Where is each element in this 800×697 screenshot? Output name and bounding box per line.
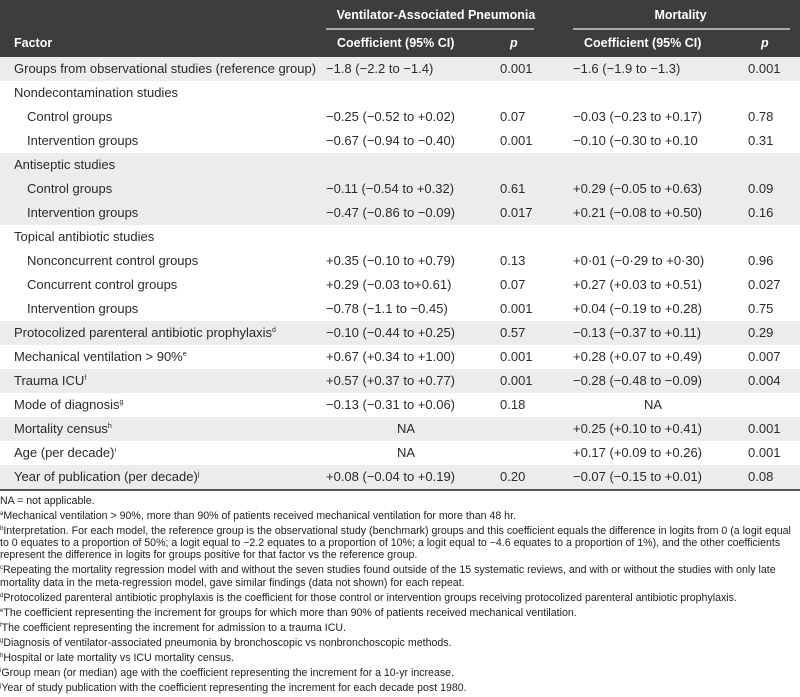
factor-label: Control groups: [27, 109, 113, 124]
footnote-text: Year of study publication with the coefficient representing the increment for each decade post 1980.: [1, 681, 467, 694]
factor-label: Intervention groups: [27, 301, 139, 316]
footnote: [0, 682, 800, 694]
factor-cell: [27, 129, 138, 153]
mortality-coefficient-header: Coefficient (95% CI): [584, 36, 702, 50]
footnote: [0, 667, 800, 679]
table-row: [0, 273, 800, 297]
footnote: [0, 525, 800, 562]
table-row: [0, 201, 800, 225]
vap-coefficient-cell: −0.13 (−0.31 to +0.06): [326, 397, 456, 412]
mortality-group-header: Mortality: [654, 8, 707, 22]
vap-p-cell: 0.61: [500, 181, 526, 196]
factor-label: Intervention groups: [27, 205, 139, 220]
factor-cell: [14, 225, 154, 249]
factor-cell: [14, 321, 276, 345]
footnote-marker: h: [107, 423, 112, 430]
mortality-p-cell: 0.31: [748, 133, 774, 148]
mortality-p-cell: 0.16: [748, 205, 774, 220]
footnote-text: The coefficient representing the increment for groups for which more than 90% of patients received mechanical ventilation.: [3, 606, 577, 619]
mortality-coefficient-cell: +0.17 (+0.09 to +0.26): [573, 445, 703, 460]
factor-label: Intervention groups: [27, 133, 139, 148]
vap-p-cell: 0.001: [500, 373, 533, 388]
vap-coefficient-header: Coefficient (95% CI): [337, 36, 455, 50]
mortality-p-cell: 0.75: [748, 301, 774, 316]
factor-label: Protocolized parenteral antibiotic prophylaxis: [14, 325, 272, 340]
mortality-coefficient-cell: +0·01 (−0·29 to +0·30): [573, 253, 705, 268]
factor-label: Mortality census: [14, 421, 108, 436]
table-row: [0, 225, 800, 249]
footnote: [0, 622, 800, 634]
mortality-p-cell: 0.29: [748, 325, 774, 340]
footnote-text: The coefficient representing the increment for admission to a trauma ICU.: [1, 621, 346, 634]
vap-p-cell: 0.017: [500, 205, 533, 220]
vap-coefficient-cell: −0.67 (−0.94 to −0.40): [326, 133, 456, 148]
mortality-coefficient-cell: +0.25 (+0.10 to +0.41): [573, 421, 703, 436]
footnote-text: Diagnosis of ventilator-associated pneumonia by bronchoscopic vs nonbronchoscopic methods.: [3, 636, 452, 649]
footnote-mark: f: [0, 622, 2, 629]
factor-cell: [14, 417, 112, 441]
mortality-coefficient-cell: NA: [643, 397, 663, 412]
factor-cell: [14, 465, 199, 489]
mortality-p-header: p: [761, 36, 769, 50]
footnote: [0, 495, 800, 507]
vap-p-header: p: [510, 36, 518, 50]
factor-cell: [27, 297, 138, 321]
factor-cell: [14, 153, 115, 177]
factor-cell: [14, 81, 178, 105]
mortality-p-cell: 0.007: [748, 349, 781, 364]
footnote-marker: f: [84, 375, 87, 382]
mortality-p-cell: 0.08: [748, 469, 774, 484]
vap-p-cell: 0.001: [500, 349, 533, 364]
factor-cell: [14, 369, 86, 393]
factor-label: Mechanical ventilation > 90%: [14, 349, 183, 364]
vap-coefficient-cell: −0.11 (−0.54 to +0.32): [326, 181, 455, 196]
vap-coefficient-cell: NA: [396, 445, 416, 460]
vap-p-cell: 0.001: [500, 61, 533, 76]
footnote-mark: b: [0, 526, 4, 532]
factor-label: Control groups: [27, 181, 113, 196]
mortality-coefficient-cell: +0.29 (−0.05 to +0.63): [573, 181, 703, 196]
table-row: [0, 465, 800, 489]
table-row: [0, 417, 800, 441]
table-row: [0, 297, 800, 321]
table-row: [0, 345, 800, 369]
mortality-coefficient-cell: +0.21 (−0.08 to +0.50): [573, 205, 703, 220]
table-row: [0, 177, 800, 201]
table-body: [0, 57, 800, 489]
footnote-mark: h: [0, 652, 4, 659]
footnote-text: Mechanical ventilation > 90%, more than 90% of patients received mechanical ventilation for more than 48 hr.: [3, 510, 516, 522]
table-row: [0, 153, 800, 177]
vap-p-cell: 0.001: [500, 301, 533, 316]
footnote-marker: i: [114, 447, 117, 454]
vap-coefficient-cell: +0.35 (−0.10 to +0.79): [326, 253, 456, 268]
mortality-coefficient-cell: +0.04 (−0.19 to +0.28): [573, 301, 703, 316]
footnote-mark: e: [0, 607, 4, 614]
footnote-text: Repeating the mortality regression model with and without the seven studies found outside of the 15 systematic reviews, and with or without the studies with only late mortality data in the meta-regression model, gave similar findings (data not shown) for each repeat.: [0, 564, 776, 589]
footnote-mark: c: [0, 565, 3, 572]
factor-cell: [27, 177, 112, 201]
footnote-text: Protocolized parenteral antibiotic prophylaxis is the coefficient for those control or intervention groups receiving protocolized parenteral antibiotic prophylaxis.: [3, 591, 737, 604]
footnote-text: Group mean (or median) age with the coefficient representing the increment for a 10-yr increase.: [1, 666, 454, 679]
footnote: [0, 510, 800, 522]
factor-label: Antiseptic studies: [14, 157, 116, 172]
vap-coefficient-cell: +0.57 (+0.37 to +0.77): [326, 373, 456, 388]
vap-coefficient-cell: −0.10 (−0.44 to +0.25): [326, 325, 456, 340]
mortality-coefficient-cell: −0.28 (−0.48 to −0.09): [573, 373, 703, 388]
vap-p-cell: 0.001: [500, 133, 533, 148]
factor-column-header: Factor: [14, 36, 53, 50]
vap-group-header: Ventilator-Associated Pneumonia: [336, 8, 536, 22]
factor-cell: [27, 273, 177, 297]
mortality-p-cell: 0.09: [748, 181, 774, 196]
footnote: [0, 607, 800, 619]
vap-p-cell: 0.20: [500, 469, 526, 484]
vap-p-cell: 0.13: [500, 253, 526, 268]
vap-coefficient-cell: +0.29 (−0.03 to+0.61): [326, 277, 452, 292]
footnote-text: NA = not applicable.: [0, 495, 95, 507]
factor-label: Groups from observational studies (reference group): [14, 61, 317, 76]
factor-label: Mode of diagnosis: [14, 397, 120, 412]
factor-cell: [14, 345, 187, 369]
mortality-coefficient-cell: +0.27 (+0.03 to +0.51): [573, 277, 703, 292]
vap-p-cell: 0.18: [500, 397, 526, 412]
footnote-mark: a: [0, 511, 4, 517]
table-row: [0, 105, 800, 129]
mortality-p-cell: 0.96: [748, 253, 774, 268]
factor-cell: [27, 249, 198, 273]
table-bottom-rule: [0, 489, 800, 491]
vap-group-rule: [326, 28, 534, 30]
footnote-marker: d: [271, 327, 276, 334]
footnote: [0, 564, 800, 588]
factor-label: Nondecontamination studies: [14, 85, 179, 100]
mortality-p-cell: 0.001: [748, 421, 781, 436]
footnote-marker: e: [182, 351, 187, 358]
mortality-p-cell: 0.001: [748, 61, 781, 76]
footnote: [0, 592, 800, 604]
footnote-mark: g: [0, 637, 4, 644]
factor-label: Trauma ICU: [14, 373, 85, 388]
footnotes: [0, 491, 800, 694]
vap-coefficient-cell: +0.67 (+0.34 to +1.00): [326, 349, 456, 364]
mortality-p-cell: 0.004: [748, 373, 781, 388]
table-row: [0, 393, 800, 417]
factor-label: Age (per decade): [14, 445, 115, 460]
factor-cell: [14, 57, 316, 81]
footnote-mark: j: [0, 682, 2, 689]
factor-label: Nonconcurrent control groups: [27, 253, 199, 268]
footnote-text: Hospital or late mortality vs ICU mortality census.: [3, 651, 235, 664]
vap-p-cell: 0.57: [500, 325, 526, 340]
mortality-coefficient-cell: −1.6 (−1.9 to −1.3): [573, 61, 681, 76]
table-row: [0, 249, 800, 273]
factor-label: Concurrent control groups: [27, 277, 178, 292]
vap-coefficient-cell: −0.47 (−0.86 to −0.09): [326, 205, 456, 220]
vap-coefficient-cell: −0.25 (−0.52 to +0.02): [326, 109, 456, 124]
vap-coefficient-cell: NA: [396, 421, 416, 436]
factor-cell: [27, 201, 138, 225]
mortality-coefficient-cell: +0.28 (+0.07 to +0.49): [573, 349, 703, 364]
table-row: [0, 321, 800, 345]
factor-cell: [27, 105, 112, 129]
footnote-mark: d: [0, 592, 4, 599]
table-row: [0, 57, 800, 81]
table-row: [0, 129, 800, 153]
mortality-p-cell: 0.001: [748, 445, 781, 460]
factor-label: Topical antibiotic studies: [14, 229, 155, 244]
factor-cell: [14, 441, 116, 465]
table-header: [0, 0, 800, 57]
mortality-coefficient-cell: −0.07 (−0.15 to +0.01): [573, 469, 703, 484]
footnote: [0, 652, 800, 664]
footnote-marker: j: [197, 471, 200, 478]
footnote-mark: i: [0, 667, 2, 674]
table-row: [0, 441, 800, 465]
vap-coefficient-cell: +0.08 (−0.04 to +0.19): [326, 469, 456, 484]
factor-cell: [14, 393, 123, 417]
vap-p-cell: 0.07: [500, 277, 526, 292]
footnote-text: Interpretation. For each model, the reference group is the observational study (benchmark) groups and this coefficient equals the difference in logits from 0 (a logit equal to 0 equates to a proportion of 50%; a logit equal to −2.2 equates to a proportion of 10%; a logit equal to −4.6 equates to a proportion of 1%), and the other coefficients represent the difference in logits for groups positive for that factor vs the reference group.: [0, 525, 791, 562]
footnote: [0, 637, 800, 649]
mortality-p-cell: 0.027: [748, 277, 781, 292]
mortality-p-cell: 0.78: [748, 109, 774, 124]
mortality-coefficient-cell: −0.10 (−0.30 to +0.10: [573, 133, 698, 148]
footnote-marker: g: [119, 399, 124, 406]
mortality-coefficient-cell: −0.03 (−0.23 to +0.17): [573, 109, 703, 124]
mortality-group-rule: [573, 28, 790, 30]
mortality-coefficient-cell: −0.13 (−0.37 to +0.11): [573, 325, 702, 340]
vap-p-cell: 0.07: [500, 109, 526, 124]
factor-label: Year of publication (per decade): [14, 469, 198, 484]
table-row: [0, 369, 800, 393]
vap-coefficient-cell: −0.78 (−1.1 to −0.45): [326, 301, 448, 316]
table-row: [0, 81, 800, 105]
vap-coefficient-cell: −1.8 (−2.2 to −1.4): [326, 61, 434, 76]
